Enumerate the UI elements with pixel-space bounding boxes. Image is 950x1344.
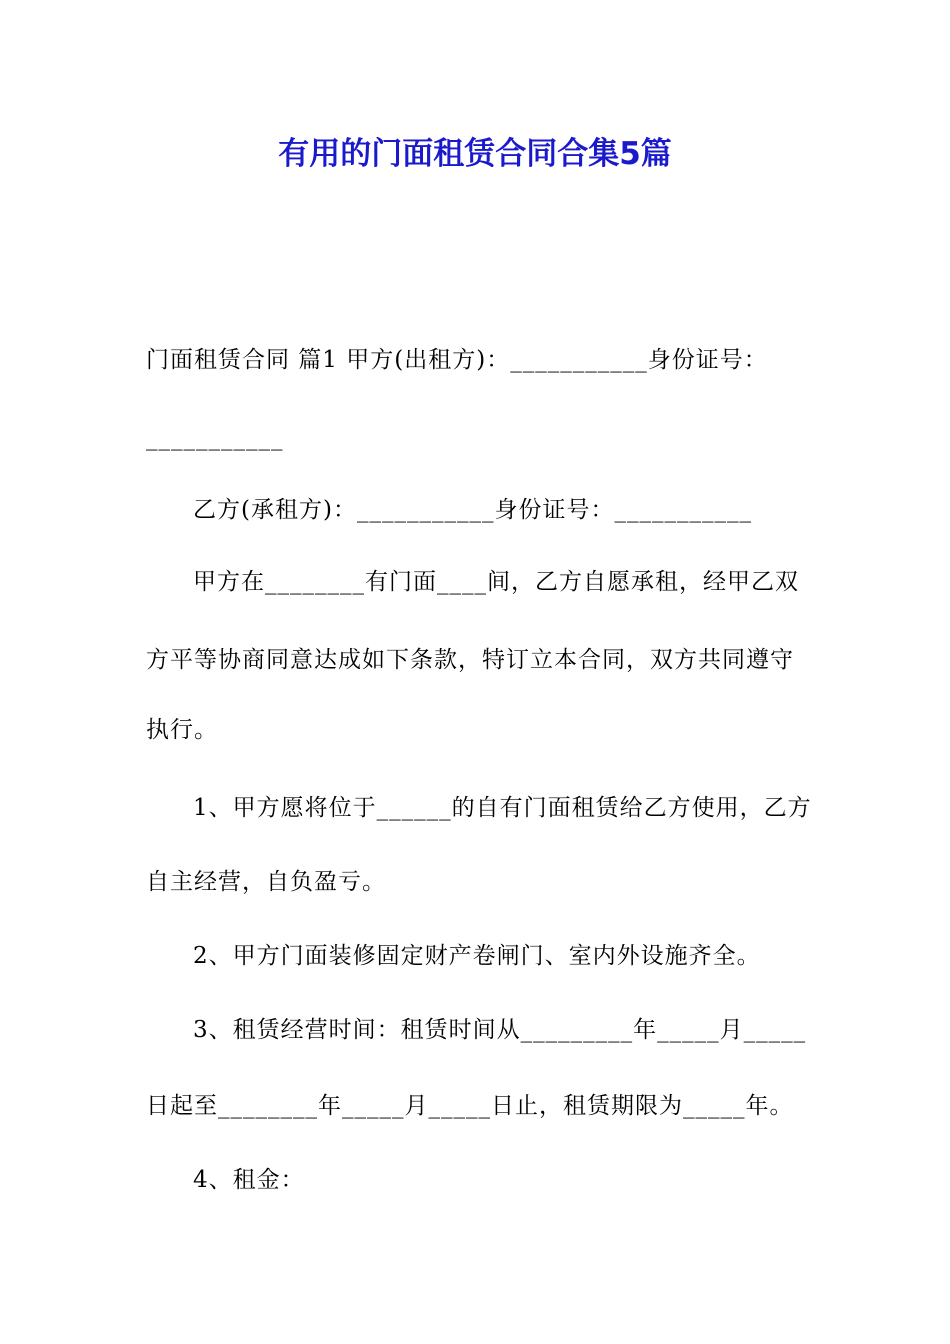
paragraph-line: 甲方在________有门面____间，乙方自愿承租，经甲乙双 <box>193 569 799 595</box>
paragraph-line: 1、甲方愿将位于______的自有门面租赁给乙方使用，乙方 <box>193 795 812 821</box>
paragraph-line: 2、甲方门面装修固定财产卷闸门、室内外设施齐全。 <box>193 943 761 969</box>
paragraph-line: 乙方(承租方)：___________身份证号：___________ <box>193 497 752 523</box>
paragraph-line: ___________ <box>146 425 284 451</box>
document-title: 有用的门面租赁合同合集5篇 <box>278 136 672 172</box>
paragraph-line: 执行。 <box>146 717 218 743</box>
paragraph-line: 自主经营，自负盈亏。 <box>146 869 386 895</box>
paragraph-line: 方平等协商同意达成如下条款，特订立本合同，双方共同遵守 <box>146 647 794 673</box>
paragraph-line: 门面租赁合同 篇1 甲方(出租方)：___________身份证号： <box>146 347 768 373</box>
paragraph-line: 3、租赁经营时间：租赁时间从_________年_____月_____ <box>193 1017 807 1043</box>
paragraph-line: 日起至________年_____月_____日止，租赁期限为_____年。 <box>146 1093 794 1119</box>
paragraph-line: 4、租金： <box>193 1167 305 1193</box>
